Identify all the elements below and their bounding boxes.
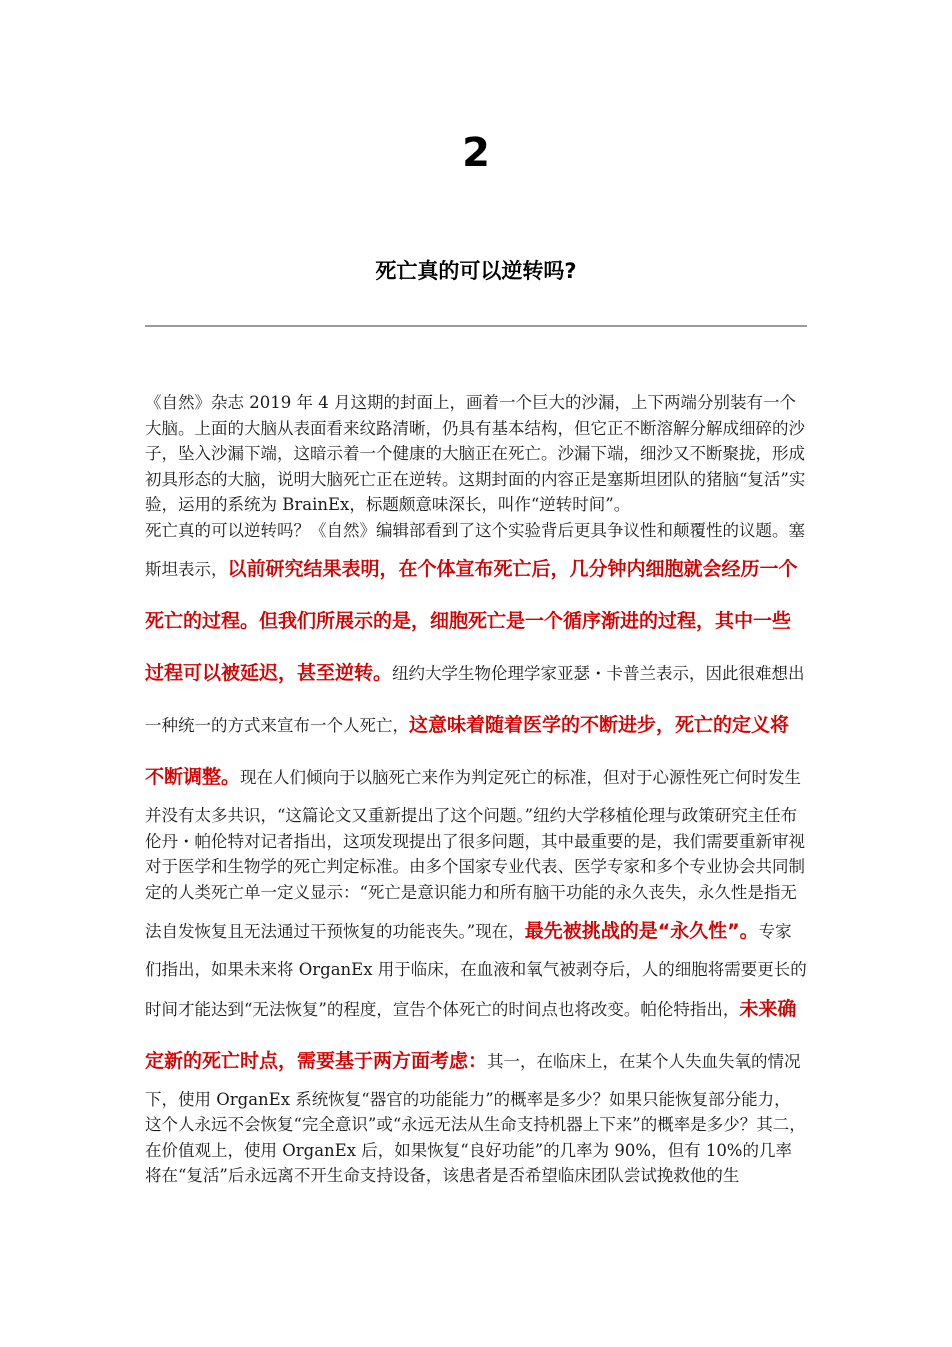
chapter-number: 2 [462, 130, 490, 176]
paragraph-2-text-d: 专家们指出，如果未来将 OrganEx 用于临床，在血液和氧气被剥夺后，人的细胞将需要更长的时间才能达到“无法恢复”的程度，宣告个体死亡的时间点也将改变。帕伦特指出， [145, 922, 807, 1019]
paragraph-2-text-b: 纽约大学生物伦理学家亚瑟・卡普兰表示，因此很难想出一种统一的方式来宣布一个人死亡， [145, 664, 805, 735]
paragraph-2 [145, 518, 807, 1189]
title-divider [145, 325, 807, 327]
highlight-two-considerations: 未来确定新的死亡时点，需要基于两方面考虑： [145, 997, 797, 1072]
chapter-title: 死亡真的可以逆转吗? [375, 259, 577, 283]
paragraph-1: 《自然》杂志 2019 年 4 月这期的封面上，画着一个巨大的沙漏，上下两端分别装有一个大脑。上面的大脑从表面看来纹路清晰，仍具有基本结构，但它正不断溶解分解成细碎的沙子，坠入沙漏下端，这暗示着一个健康的大脑正在死亡。沙漏下端，细沙又不断聚拢，形成初具形态的大脑，说明大脑死亡正在逆转。这期封面的内容正是塞斯坦团队的猪脑“复活”实验，运用的系统为 BrainEx，标题颇意味深长，叫作“逆转时间”。 [145, 393, 806, 514]
paragraph-2-text-e: 其一，在临床上，在某个人失血失氧的情况下，使用 OrganEx 系统恢复“器官的功能能力”的概率是多少？如果只能恢复部分能力，这个人永远不会恢复“完全意识”或“永远无法从生命支持机器上下来”的概率是多少？其二，在价值观上，使用 OrganEx 后，如果恢复“良好功能”的几率为 90%，但有 10%的几率将在“复活”后永远离不开生命支持设备，该患者是否希望临床团队尝试挽救他的生 [145, 1051, 806, 1185]
highlight-cell-death-process: 以前研究结果表明，在个体宣布死亡后，几分钟内细胞就会经历一个死亡的过程。但我们所展示的是，细胞死亡是一个循序渐进的过程，其中一些过程可以被延迟，甚至逆转。 [145, 558, 798, 684]
paragraph-2-text-c: 现在人们倾向于以脑死亡来作为判定死亡的标准，但对于心源性死亡何时发生并没有太多共识，“这篇论文又重新提出了这个问题。”纽约大学移植伦理与政策研究主任布伦丹・帕伦特对记者指出，这项发现提出了很多问题，其中最重要的是，我们需要重新审视对于医学和生物学的死亡判定标准。由多个国家专业代表、医学专家和多个专业协会共同制定的人类死亡单一定义显示：“死亡是意识能力和所有脑干功能的永久丧失，永久性是指无法自发恢复且无法通过干预恢复的功能丧失。”现在， [145, 768, 805, 941]
paragraph-2-text-a: 死亡真的可以逆转吗？《自然》编辑部看到了这个实验背后更具争议性和颠覆性的议题。塞斯坦表示， [145, 520, 805, 579]
highlight-definition-adjust: 这意味着随着医学的不断进步，死亡的定义将不断调整。 [145, 714, 790, 788]
highlight-permanence: 最先被挑战的是“永久性”。 [524, 920, 759, 942]
body-text [145, 390, 807, 1189]
